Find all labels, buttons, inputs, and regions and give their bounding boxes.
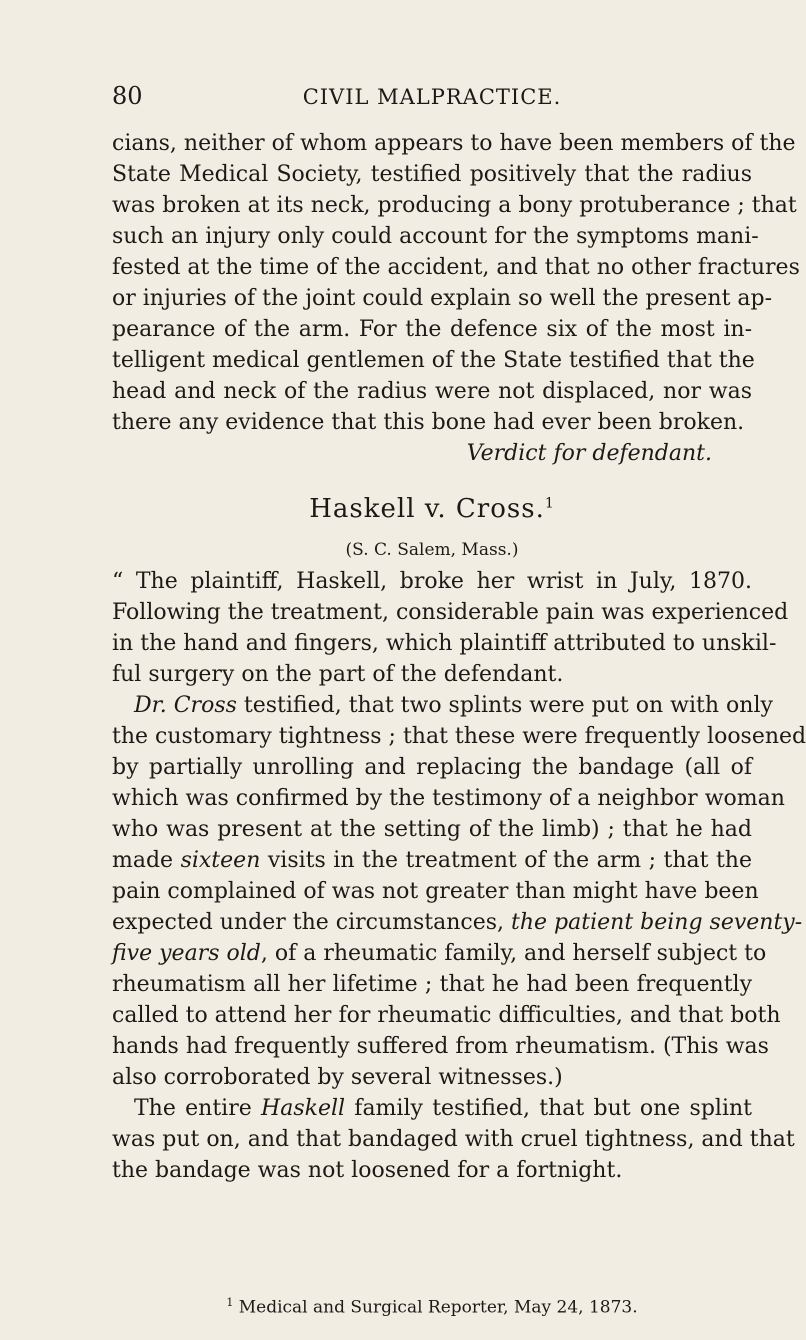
text-line — [112, 1093, 752, 1124]
text-line: pearance of the arm. For the defence six of the most in- — [112, 317, 752, 342]
text-line: ful surgery on the part of the defendant. — [112, 662, 564, 687]
top-paragraph — [112, 128, 800, 469]
footnote — [112, 1296, 752, 1318]
case-title — [112, 494, 752, 524]
text-line: which was confirmed by the testimony of a neighbor woman — [112, 786, 785, 811]
emphasis: the patient being seventy- — [511, 910, 803, 935]
text-line: State Medical Society, testified positively that the radius — [112, 162, 752, 187]
text-line: fested at the time of the accident, and that no other fractures — [112, 255, 800, 280]
footnote-marker: 1 — [226, 1296, 234, 1309]
text-line: rheumatism all her lifetime ; that he had been frequently — [112, 972, 752, 997]
text-line: the customary tightness ; that these were frequently loosened — [112, 724, 806, 749]
text-line: or injuries of the joint could explain so well the present ap- — [112, 286, 773, 311]
text-run: testified, that two splints were put on with only — [236, 693, 773, 718]
text-run: made — [112, 848, 181, 873]
verdict: Verdict for defendant. — [466, 441, 712, 466]
text-line: was put on, and that bandaged with cruel tightness, and that — [112, 1127, 795, 1152]
text-run: visits in the treatment of the arm ; that the — [260, 848, 752, 873]
text-line — [112, 845, 752, 876]
text-run: The entire — [134, 1096, 262, 1121]
text-line — [112, 690, 773, 721]
text-run: expected under the circumstances, — [112, 910, 512, 935]
footnote-text: Medical and Surgical Reporter, May 24, 1873. — [233, 1297, 638, 1318]
text-line: such an injury only could account for the symptoms mani- — [112, 224, 759, 249]
text-line — [112, 938, 767, 969]
text-line: “ The plaintiff, Haskell, broke her wrist in July, 1870. — [112, 569, 752, 594]
emphasis: five years old — [112, 941, 261, 966]
text-line: called to attend her for rheumatic difficulties, and that both — [112, 1003, 781, 1028]
text-line: there any evidence that this bone had ever been broken. — [112, 410, 745, 435]
text-run: , of a rheumatic family, and herself subject to — [260, 941, 767, 966]
running-title: CIVIL MALPRACTICE. — [302, 85, 562, 109]
text-line: pain complained of was not greater than might have been — [112, 879, 759, 904]
text-line: Following the treatment, considerable pain was experienced — [112, 600, 789, 625]
text-run: family testified, that but one splint — [345, 1096, 753, 1121]
text-line: by partially unrolling and replacing the bandage (all of — [112, 755, 752, 780]
emphasis: Haskell — [261, 1096, 346, 1121]
page-header — [112, 82, 752, 112]
text-line: also corroborated by several witnesses.) — [112, 1065, 563, 1090]
text-line: cians, neither of whom appears to have been members of the — [112, 131, 796, 156]
footnote-marker: 1 — [544, 495, 555, 512]
text-line: was broken at its neck, producing a bony protuberance ; that — [112, 193, 797, 218]
text-line: head and neck of the radius were not displaced, nor was — [112, 379, 752, 404]
case-title-text: Haskell v. Cross. — [309, 494, 545, 524]
text-line: the bandage was not loosened for a fortnight. — [112, 1158, 623, 1183]
emphasis: sixteen — [180, 848, 261, 873]
text-line — [112, 907, 803, 938]
case-body — [112, 566, 806, 1186]
text-line: in the hand and fingers, which plaintiff attributed to unskil- — [112, 631, 777, 656]
court-citation: (S. C. Salem, Mass.) — [345, 540, 519, 560]
defendant-name: Dr. Cross — [134, 693, 237, 718]
text-line: hands had frequently suffered from rheumatism. (This was — [112, 1034, 769, 1059]
page-number: 80 — [112, 82, 143, 110]
text-line: who was present at the setting of the limb) ; that he had — [112, 817, 752, 842]
text-line: telligent medical gentlemen of the State testified that the — [112, 348, 755, 373]
